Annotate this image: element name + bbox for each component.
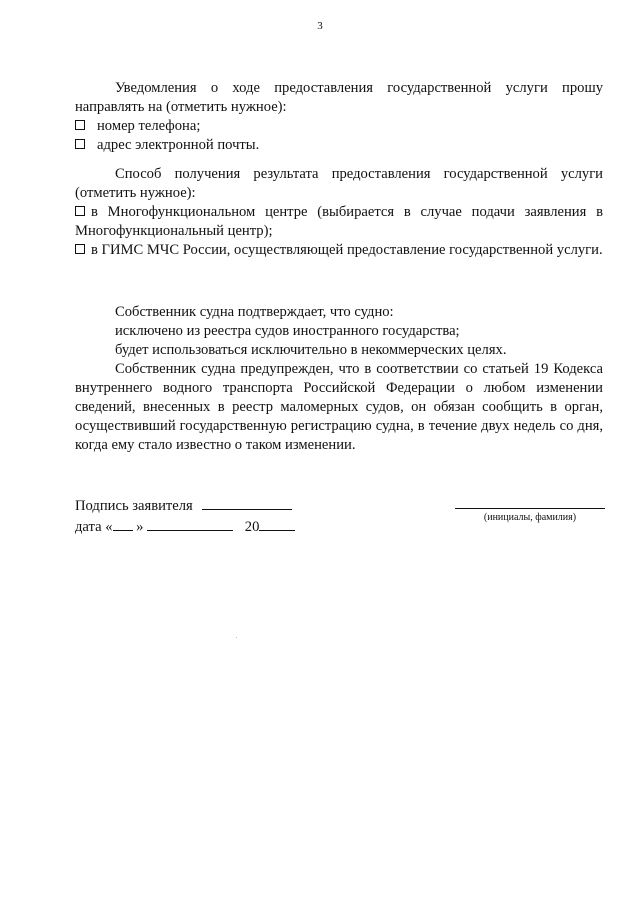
checkbox-phone[interactable]: [75, 120, 85, 130]
signature-label: Подпись заявителя: [75, 498, 193, 514]
notify-option-phone-label: номер телефона;: [97, 118, 201, 134]
notify-option-phone[interactable]: [75, 117, 603, 136]
page-number: 3: [317, 20, 323, 32]
date-day-line[interactable]: [113, 516, 133, 531]
result-option-mfc[interactable]: [75, 203, 603, 241]
result-option-gims-label: в ГИМС МЧС России, осуществляющей предоставление государственной услуги.: [91, 242, 603, 258]
owner-confirm-intro: Собственник судна подтверждает, что судно:: [115, 304, 394, 320]
result-option-mfc-label: в Многофункциональном центре (выбирается в случае подачи заявления в Многофункциональный центр);: [75, 204, 603, 239]
notify-option-email-label: адрес электронной почты.: [97, 137, 260, 153]
date-year-line[interactable]: [259, 516, 295, 531]
owner-warning-text: Собственник судна предупрежден, что в соответствии со статьей 19 Кодекса внутреннего водного транспорта Российской Федерации о любом изменении сведений, внесенных в реестр маломерных судов, он обязан сообщить в орган, осуществивший государственную регистрацию судна, в течение двух недель со дня, когда ему стало известно о таком изменении.: [75, 361, 603, 453]
result-method-section: [75, 165, 603, 260]
owner-confirm-item-1: исключено из реестра судов иностранного государства;: [115, 323, 460, 339]
notify-option-email[interactable]: [75, 136, 603, 155]
initials-block: [455, 493, 605, 523]
notifications-text: Уведомления о ходе предоставления государственной услуги прошу направлять на (отметить нужное):: [75, 80, 603, 115]
signature-block: [75, 495, 295, 537]
signature-line[interactable]: [202, 495, 292, 510]
owner-confirm-section: [75, 303, 603, 455]
date-year-prefix: 20: [244, 519, 260, 535]
date-close: »: [136, 519, 144, 535]
date-label: дата «: [75, 519, 113, 535]
initials-line[interactable]: [455, 493, 605, 509]
signature-row: [75, 495, 295, 516]
date-row: [75, 516, 295, 537]
result-option-gims[interactable]: [75, 241, 603, 260]
checkbox-gims[interactable]: [75, 244, 85, 254]
notifications-section: [75, 79, 603, 155]
owner-confirm-item-2: будет использоваться исключительно в некоммерческих целях.: [115, 342, 507, 358]
initials-caption: (инициалы, фамилия): [483, 512, 577, 523]
result-method-text: Способ получения результата предоставления государственной услуги (отметить нужное):: [75, 166, 603, 201]
checkbox-email[interactable]: [75, 139, 85, 149]
date-month-line[interactable]: [147, 516, 233, 531]
scan-speck: [236, 637, 237, 638]
checkbox-mfc[interactable]: [75, 206, 85, 216]
